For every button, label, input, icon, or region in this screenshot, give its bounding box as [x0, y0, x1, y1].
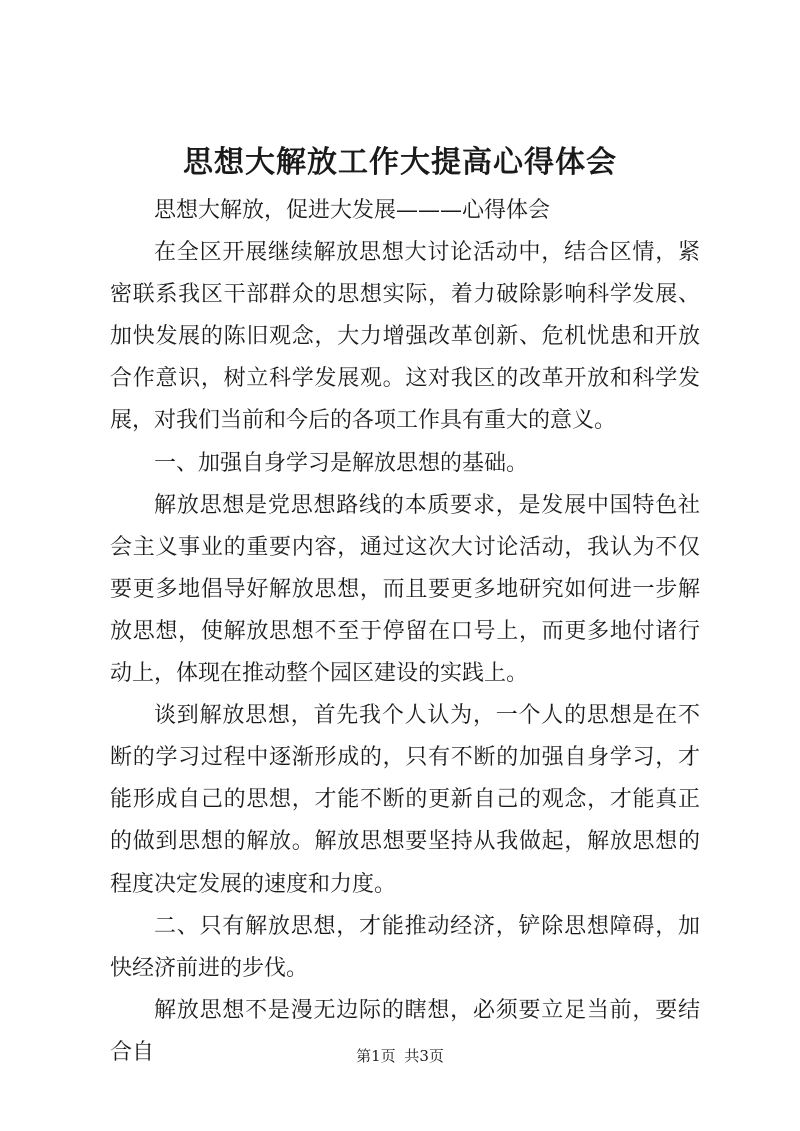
- subtitle-paragraph: 思想大解放，促进大发展———心得体会: [154, 198, 551, 223]
- section-heading: 一、加强自身学习是解放思想的基础。: [154, 450, 529, 476]
- document-title: 思想大解放工作大提高心得体会: [183, 145, 617, 180]
- section-heading: 二、只有解放思想，才能推动经济，铲除思想障碍，加快经济前进的步伐。: [110, 913, 700, 981]
- page-total: 共3页: [404, 1047, 444, 1065]
- body-paragraph: 解放思想不是漫无边际的瞎想，必须要立足当前，要结合自: [110, 997, 700, 1065]
- body-paragraph: 解放思想是党思想路线的本质要求，是发展中国特色社会主义事业的重要内容，通过这次大讨论活动，我认为不仅要更多地倡导好解放思想，而且要更多地研究如何进一步解放思想，使解放思想不至于停留在口号上，而更多地付诸行动上，体现在推动整个园区建设的实践上。: [110, 492, 700, 687]
- body-paragraph: 在全区开展继续解放思想大讨论活动中，结合区情，紧密联系我区干部群众的思想实际，着力破除影响科学发展、加快发展的陈旧观念，大力增强改革创新、危机忧患和开放合作意识，树立科学发展观。这对我区的改革开放和科学发展，对我们当前和今后的各项工作具有重大的意义。: [110, 240, 700, 434]
- document-body: [110, 190, 700, 1074]
- page-footer: [0, 1046, 800, 1066]
- page-number: 第1页: [356, 1047, 396, 1065]
- body-paragraph: 谈到解放思想，首先我个人认为，一个人的思想是在不断的学习过程中逐渐形成的，只有不断的加强自身学习，才能形成自己的思想，才能不断的更新自己的观念，才能真正的做到思想的解放。解放思想要坚持从我做起，解放思想的程度决定发展的速度和力度。: [110, 703, 700, 897]
